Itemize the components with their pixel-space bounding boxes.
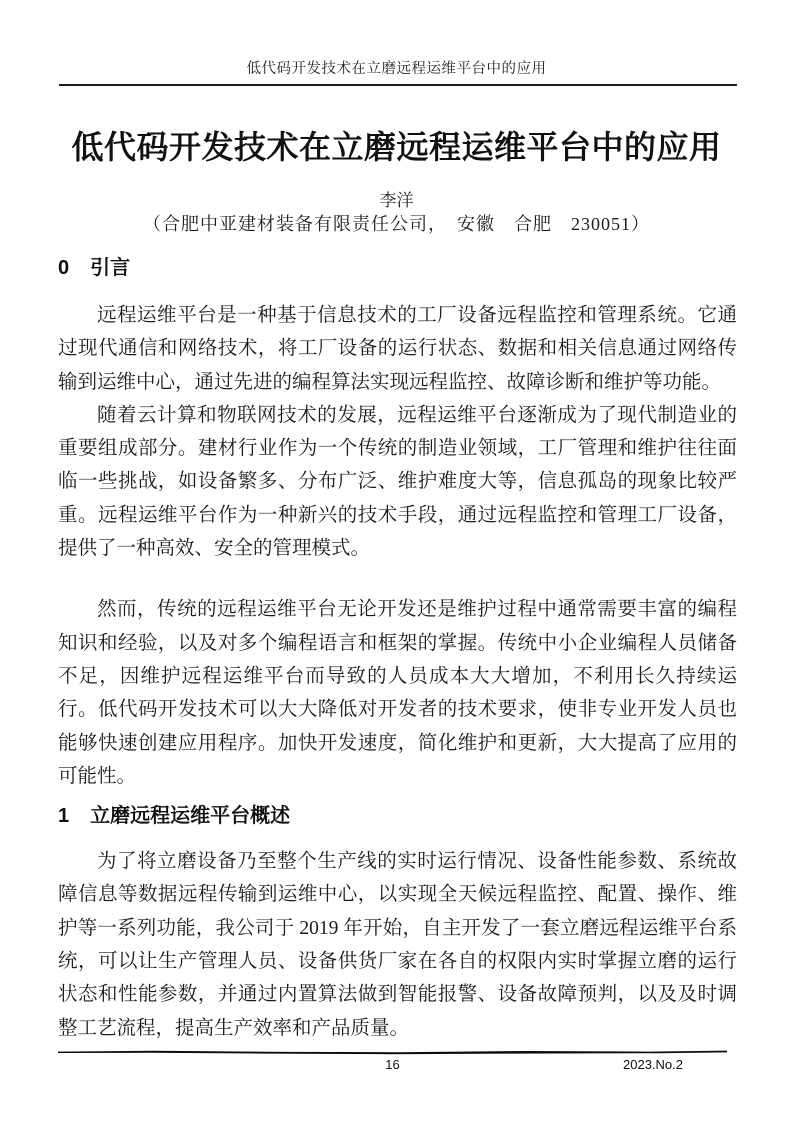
section-title: 引言 [90,257,131,279]
page-number: 16 [385,1057,400,1072]
header-divider [59,84,737,86]
section-platform-overview [58,803,737,1045]
article-author: 李洋 [379,191,414,210]
footer-divider [58,1049,727,1055]
section-heading-0 [58,255,737,281]
section-number: 0 [58,257,70,279]
section-introduction [58,255,737,793]
article-title: 低代码开发技术在立磨远程运维平台中的应用 [71,129,722,165]
section-title: 立磨远程运维平台概述 [90,805,291,828]
running-header: 低代码开发技术在立磨远程运维平台中的应用 [246,61,547,77]
paragraph: 远程运维平台是一种基于信息技术的工厂设备远程监控和管理系统。它通过现代通信和网络技术，将工厂设备的运行状态、数据和相关信息通过网络传输到运维中心，通过先进的编程算法实现远程监控、故障诊断和维护等功能。 [58,305,737,393]
article-body [58,255,737,1045]
paragraph: 为了将立磨设备乃至整个生产线的实时运行情况、设备性能参数、系统故障信息等数据远程传输到运维中心，以实现全天候远程监控、配置、操作、维护等一系列功能，我公司于 2019 年开始，自主开发了一套立磨远程运维平台系统，可以让生产管理人员、设备供货厂家在各自的权限内实时掌握立磨的运行状态和性能参数，并通过内置算法做到智能报警、设备故障预判，以及及时调整工艺流程，提高生产效率和产品质量。 [58,851,737,1039]
paragraph: 随着云计算和物联网技术的发展，远程运维平台逐渐成为了现代制造业的重要组成部分。建材行业作为一个传统的制造业领域，工厂管理和维护往往面临一些挑战，如设备繁多、分布广泛、维护难度大等，信息孤岛的现象比较严重。远程运维平台作为一种新兴的技术手段，通过远程监控和管理工厂设备，提供了一种高效、安全的管理模式。 [58,404,737,560]
section-number: 1 [58,805,70,828]
paragraph: 然而，传统的远程运维平台无论开发还是维护过程中通常需要丰富的编程知识和经验，以及对多个编程语言和框架的掌握。传统中小企业编程人员储备不足，因维护远程运维平台而导致的人员成本大大增加，不利用长久持续运行。低代码开发技术可以大大降低对开发者的技术要求，使非专业开发人员也能够快速创建应用程序。加快开发速度，简化维护和更新，大大提高了应用的可能性。 [58,599,737,787]
issue-label: 2023.No.2 [623,1057,683,1072]
article-affiliation: （合肥中亚建材装备有限责任公司， 安徽 合肥 230051） [143,214,650,234]
section-heading-1 [58,803,737,829]
